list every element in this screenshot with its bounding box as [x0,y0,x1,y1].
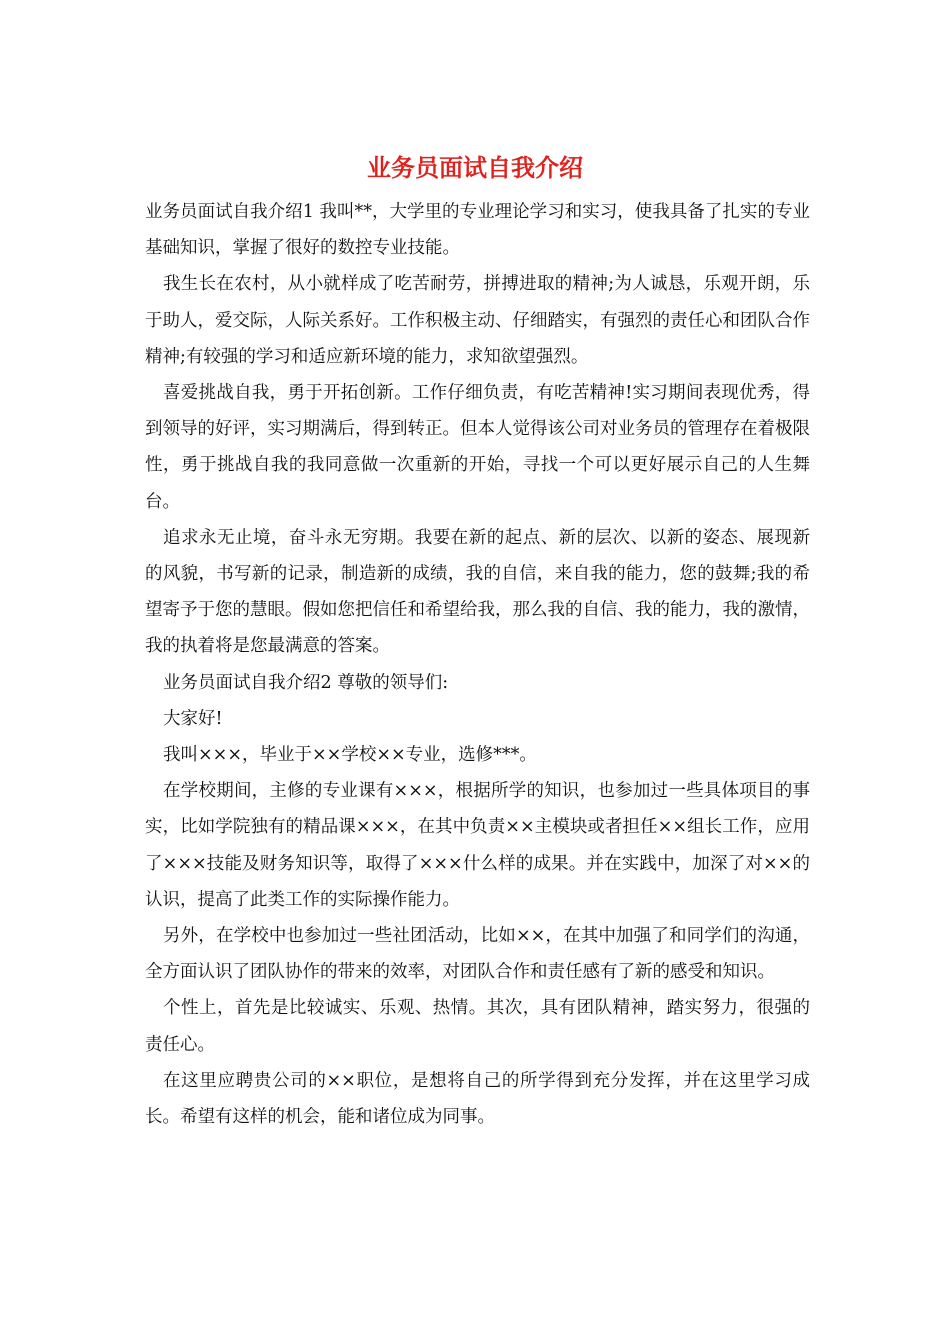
paragraph-10: 个性上，首先是比较诚实、乐观、热情。其次，具有团队精神，踏实努力，很强的责任心。 [145,998,810,1055]
paragraph-8: 在学校期间，主修的专业课有×××，根据所学的知识，也参加过一些具体项目的事实，比如学院独有的精品课×××，在其中负责××主模块或者担任××组长工作，应用了×××技能及财务知识等，取得了×××什么样的成果。并在实践中，加深了对××的认识，提高了此类工作的实际操作能力。 [145,781,810,910]
paragraph-11: 在这里应聘贵公司的××职位，是想将自己的所学得到充分发挥，并在这里学习成长。希望有这样的机会，能和诸位成为同事。 [145,1070,810,1128]
paragraph-7: 我叫×××，毕业于××学校××专业，选修***。 [163,745,537,766]
paragraph-9: 另外，在学校中也参加过一些社团活动，比如××，在其中加强了和同学们的沟通，全方面认识了团队协作的带来的效率，对团队合作和责任感有了新的感受和知识。 [145,926,810,983]
document-body [145,194,810,1135]
document-title: 业务员面试自我介绍 [367,153,583,182]
paragraph-1: 业务员面试自我介绍1 我叫**，大学里的专业理论学习和实习，使我具备了扎实的专业基础知识，掌握了很好的数控专业技能。 [145,202,810,259]
paragraph-4: 追求永无止境，奋斗永无穷期。我要在新的起点、新的层次、以新的姿态、展现新的风貌，书写新的记录，制造新的成绩，我的自信，来自我的能力，您的鼓舞;我的希望寄予于您的慧眼。假如您把信任和希望给我，那么我的自信、我的能力，我的激情，我的执着将是您最满意的答案。 [145,527,810,657]
paragraph-5: 业务员面试自我介绍2 尊敬的领导们: [163,672,449,693]
paragraph-3: 喜爱挑战自我，勇于开拓创新。工作仔细负责，有吃苦精神!实习期间表现优秀，得到领导的好评，实习期满后，得到转正。但本人觉得该公司对业务员的管理存在着极限性，勇于挑战自我的我同意做一次重新的开始，寻找一个可以更好展示自己的人生舞台。 [145,383,810,512]
paragraph-2: 我生长在农村，从小就样成了吃苦耐劳，拼搏进取的精神;为人诚恳，乐观开朗，乐于助人，爱交际，人际关系好。工作积极主动、仔细踏实，有强烈的责任心和团队合作精神;有较强的学习和适应新环境的能力，求知欲望强烈。 [145,274,810,367]
paragraph-6: 大家好! [163,708,223,729]
